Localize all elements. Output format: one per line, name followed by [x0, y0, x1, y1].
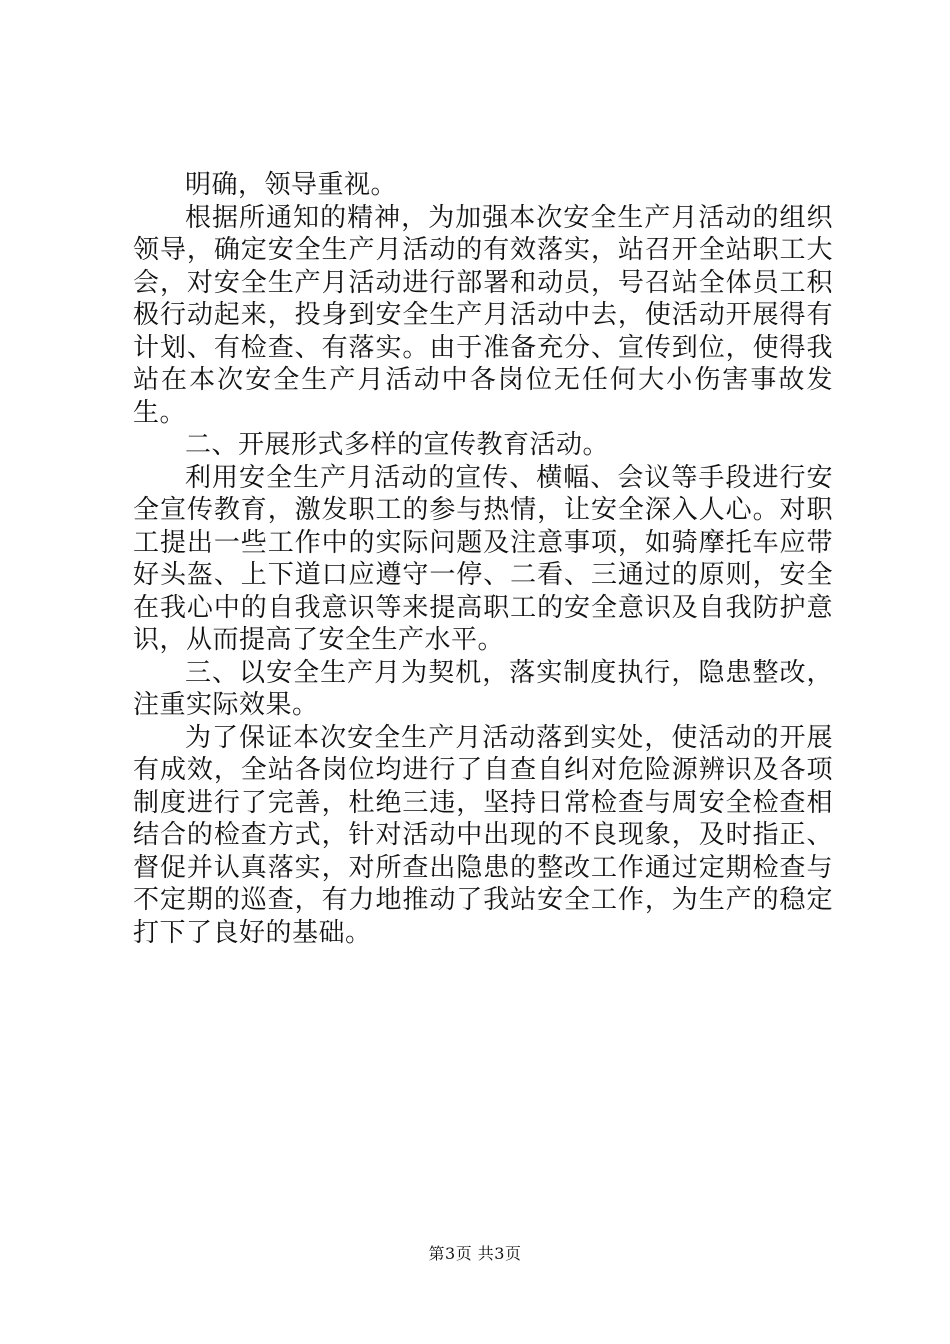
document-body: [133, 169, 833, 949]
paragraph-organization: 根据所通知的精神，为加强本次安全生产月活动的组织领导，确定安全生产月活动的有效落实，站召开全站职工大会，对安全生产月活动进行部署和动员，号召站全体员工积极行动起来，投身到安全生产月活动中去，使活动开展得有计划、有检查、有落实。由于准备充分、宣传到位，使得我站在本次安全生产月活动中各岗位无任何大小伤害事故发生。: [133, 202, 833, 428]
heading-section-two: 二、开展形式多样的宣传教育活动。: [185, 430, 610, 460]
paragraph-intro-closing: 明确，领导重视。: [185, 170, 398, 200]
paragraph-implementation: 为了保证本次安全生产月活动落到实处，使活动的开展有成效，全站各岗位均进行了自查自纠对危险源辨识及各项制度进行了完善，杜绝三违，坚持日常检查与周安全检查相结合的检查方式，针对活动中出现的不良现象，及时指正、督促并认真落实，对所查出隐患的整改工作通过定期检查与不定期的巡查，有力地推动了我站安全工作，为生产的稳定打下了良好的基础。: [133, 722, 833, 948]
paragraph-education: 利用安全生产月活动的宣传、横幅、会议等手段进行安全宣传教育，激发职工的参与热情，让安全深入人心。对职工提出一些工作中的实际问题及注意事项，如骑摩托车应带好头盔、上下道口应遵守一停、二看、三通过的原则，安全在我心中的自我意识等来提高职工的安全意识及自我防护意识，从而提高了安全生产水平。: [133, 462, 833, 655]
heading-section-three: 三、以安全生产月为契机，落实制度执行，隐患整改，注重实际效果。: [133, 657, 833, 720]
page-footer: 第3页 共3页: [428, 1244, 522, 1263]
